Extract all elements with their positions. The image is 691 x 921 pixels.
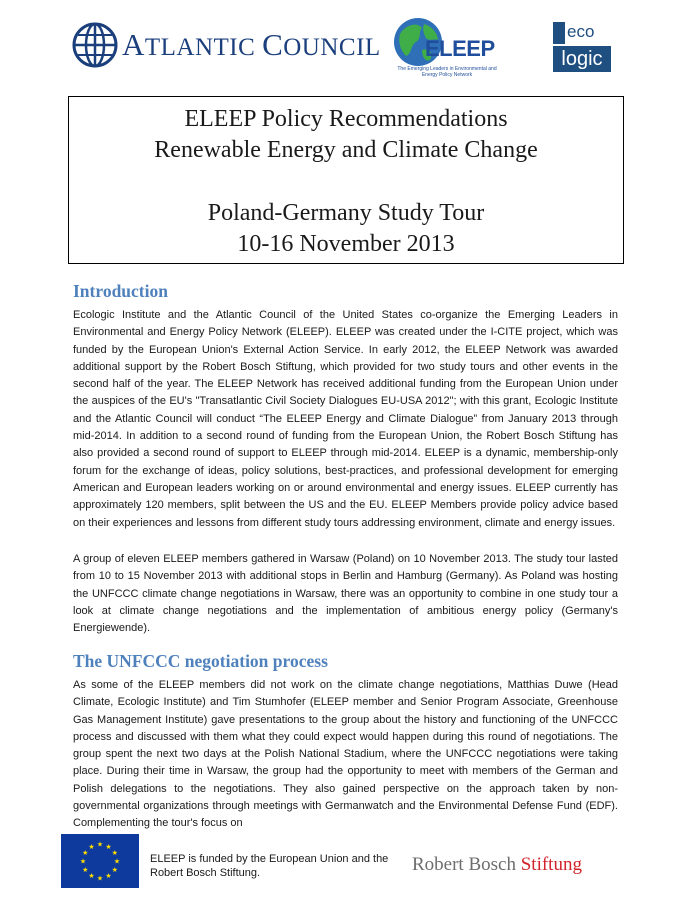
paragraph: As some of the ELEEP members did not work on the climate change negotiations, Matthias Duwe (Head Climate, Ecologic Institute) and Tim Stumhofer (ELEEP member and Senior Program Associate, Greenhouse Gas Management Institute) gave presentations to the group about the history and functioning of the UNFCCC process and discussed with them what they could expect would happen during this round of negotiations. The group spent the next two days at the Polish National Stadium, where the UNFCCC negotiations were taking place. During their time in Warsaw, the group had the opportunity to meet with members of the German and Polish delegations to the negotiations. They also gained perspective on the approach taken by non-governmental organizations through meetings with Germanwatch and the Environmental Defense Fund (EDF). Complementing the tour's focus on (73, 679, 618, 830)
ecologic-logo (553, 22, 611, 74)
ecologic-line1: eco (567, 22, 595, 41)
section-heading-introduction: Introduction (73, 281, 168, 301)
title-line-3: Poland-Germany Study Tour (207, 200, 485, 226)
ecologic-line2: logic (553, 46, 611, 72)
eu-flag-icon (61, 834, 139, 888)
eu-star-icon: ★ (105, 843, 112, 851)
eleep-wordmark: ELEEP (425, 36, 495, 61)
eu-star-icon: ★ (113, 858, 121, 866)
eu-star-icon: ★ (96, 841, 104, 849)
paragraph: Ecologic Institute and the Atlantic Council of the United States co-organize the Emerging Leaders in Environmental and Energy Policy Network (ELEEP). ELEEP was created under the I-CITE project, which was funded by the European Union's External Action Service. In early 2012, the ELEEP Network was awarded additional support by the Robert Bosch Stiftung, which provided for two study tours and other events in the second half of the year. The ELEEP Network has received additional funding from the European Union under the auspices of the EU's "Transatlantic Civil Society Dialogues EU-USA 2012"; with this grant, Ecologic Institute and the Atlantic Council will conduct “The ELEEP Energy and Climate Dialogue” from January 2013 through mid-2014. In addition to a second round of funding from the European Union, the Robert Bosch Stiftung has also provided a second round of support to ELEEP through mid-2014. ELEEP is a dynamic, membership-only forum for the exchange of ideas, policy solutions, best-practices, and professional development for emerging American and European leaders working on or around environmental and energy issues. ELEEP currently has approximately 120 members, split between the US and the EU. ELEEP Members provide policy advice based on their experiences and lessons from different study tours addressing environment, climate and energy issues. (73, 309, 618, 529)
robert-bosch-stiftung-logo: Robert Bosch Stiftung (412, 854, 582, 875)
eleep-logo (390, 16, 504, 80)
logo-bar (0, 0, 691, 90)
eu-stars (61, 834, 139, 888)
atlantic-council-wordmark: ATLANTIC COUNCIL (122, 27, 381, 62)
title-box (68, 96, 624, 264)
funding-note: ELEEP is funded by the European Union and the Robert Bosch Stiftung. (150, 853, 389, 879)
eu-star-icon: ★ (82, 867, 89, 874)
paragraph: A group of eleven ELEEP members gathered in Warsaw (Poland) on 10 November 2013. The study tour lasted from 10 to 15 November 2013 with additional stops in Berlin and Hamburg (Germany). As Poland was hosting the UNFCCC climate change negotiations in Warsaw, there was an opportunity to combine in one study tour a look at climate change negotiations and the implementation of ambitious energy policy (Germany's Energiewende). (73, 553, 618, 635)
eu-star-icon: ★ (88, 873, 95, 881)
section-heading-unfccc: The UNFCCC negotiation process (73, 651, 328, 671)
eu-star-icon: ★ (105, 873, 112, 881)
title-line-4: 10-16 November 2013 (237, 231, 455, 257)
globe-icon (72, 22, 118, 68)
eu-star-icon: ★ (82, 850, 89, 857)
chevron-mark-icon (553, 22, 565, 44)
title-line-2: Renewable Energy and Climate Change (154, 137, 538, 163)
atlantic-council-logo (72, 20, 381, 70)
footer (0, 828, 691, 898)
eu-star-icon: ★ (96, 875, 104, 883)
eu-star-icon: ★ (111, 867, 118, 874)
eu-star-icon: ★ (111, 850, 118, 857)
eu-star-icon: ★ (79, 858, 87, 866)
eleep-tagline: The Emerging Leaders in Environmental and Energy Policy Network (397, 66, 497, 78)
eu-star-icon: ★ (88, 843, 95, 851)
title-line-1: ELEEP Policy Recommendations (184, 106, 508, 132)
